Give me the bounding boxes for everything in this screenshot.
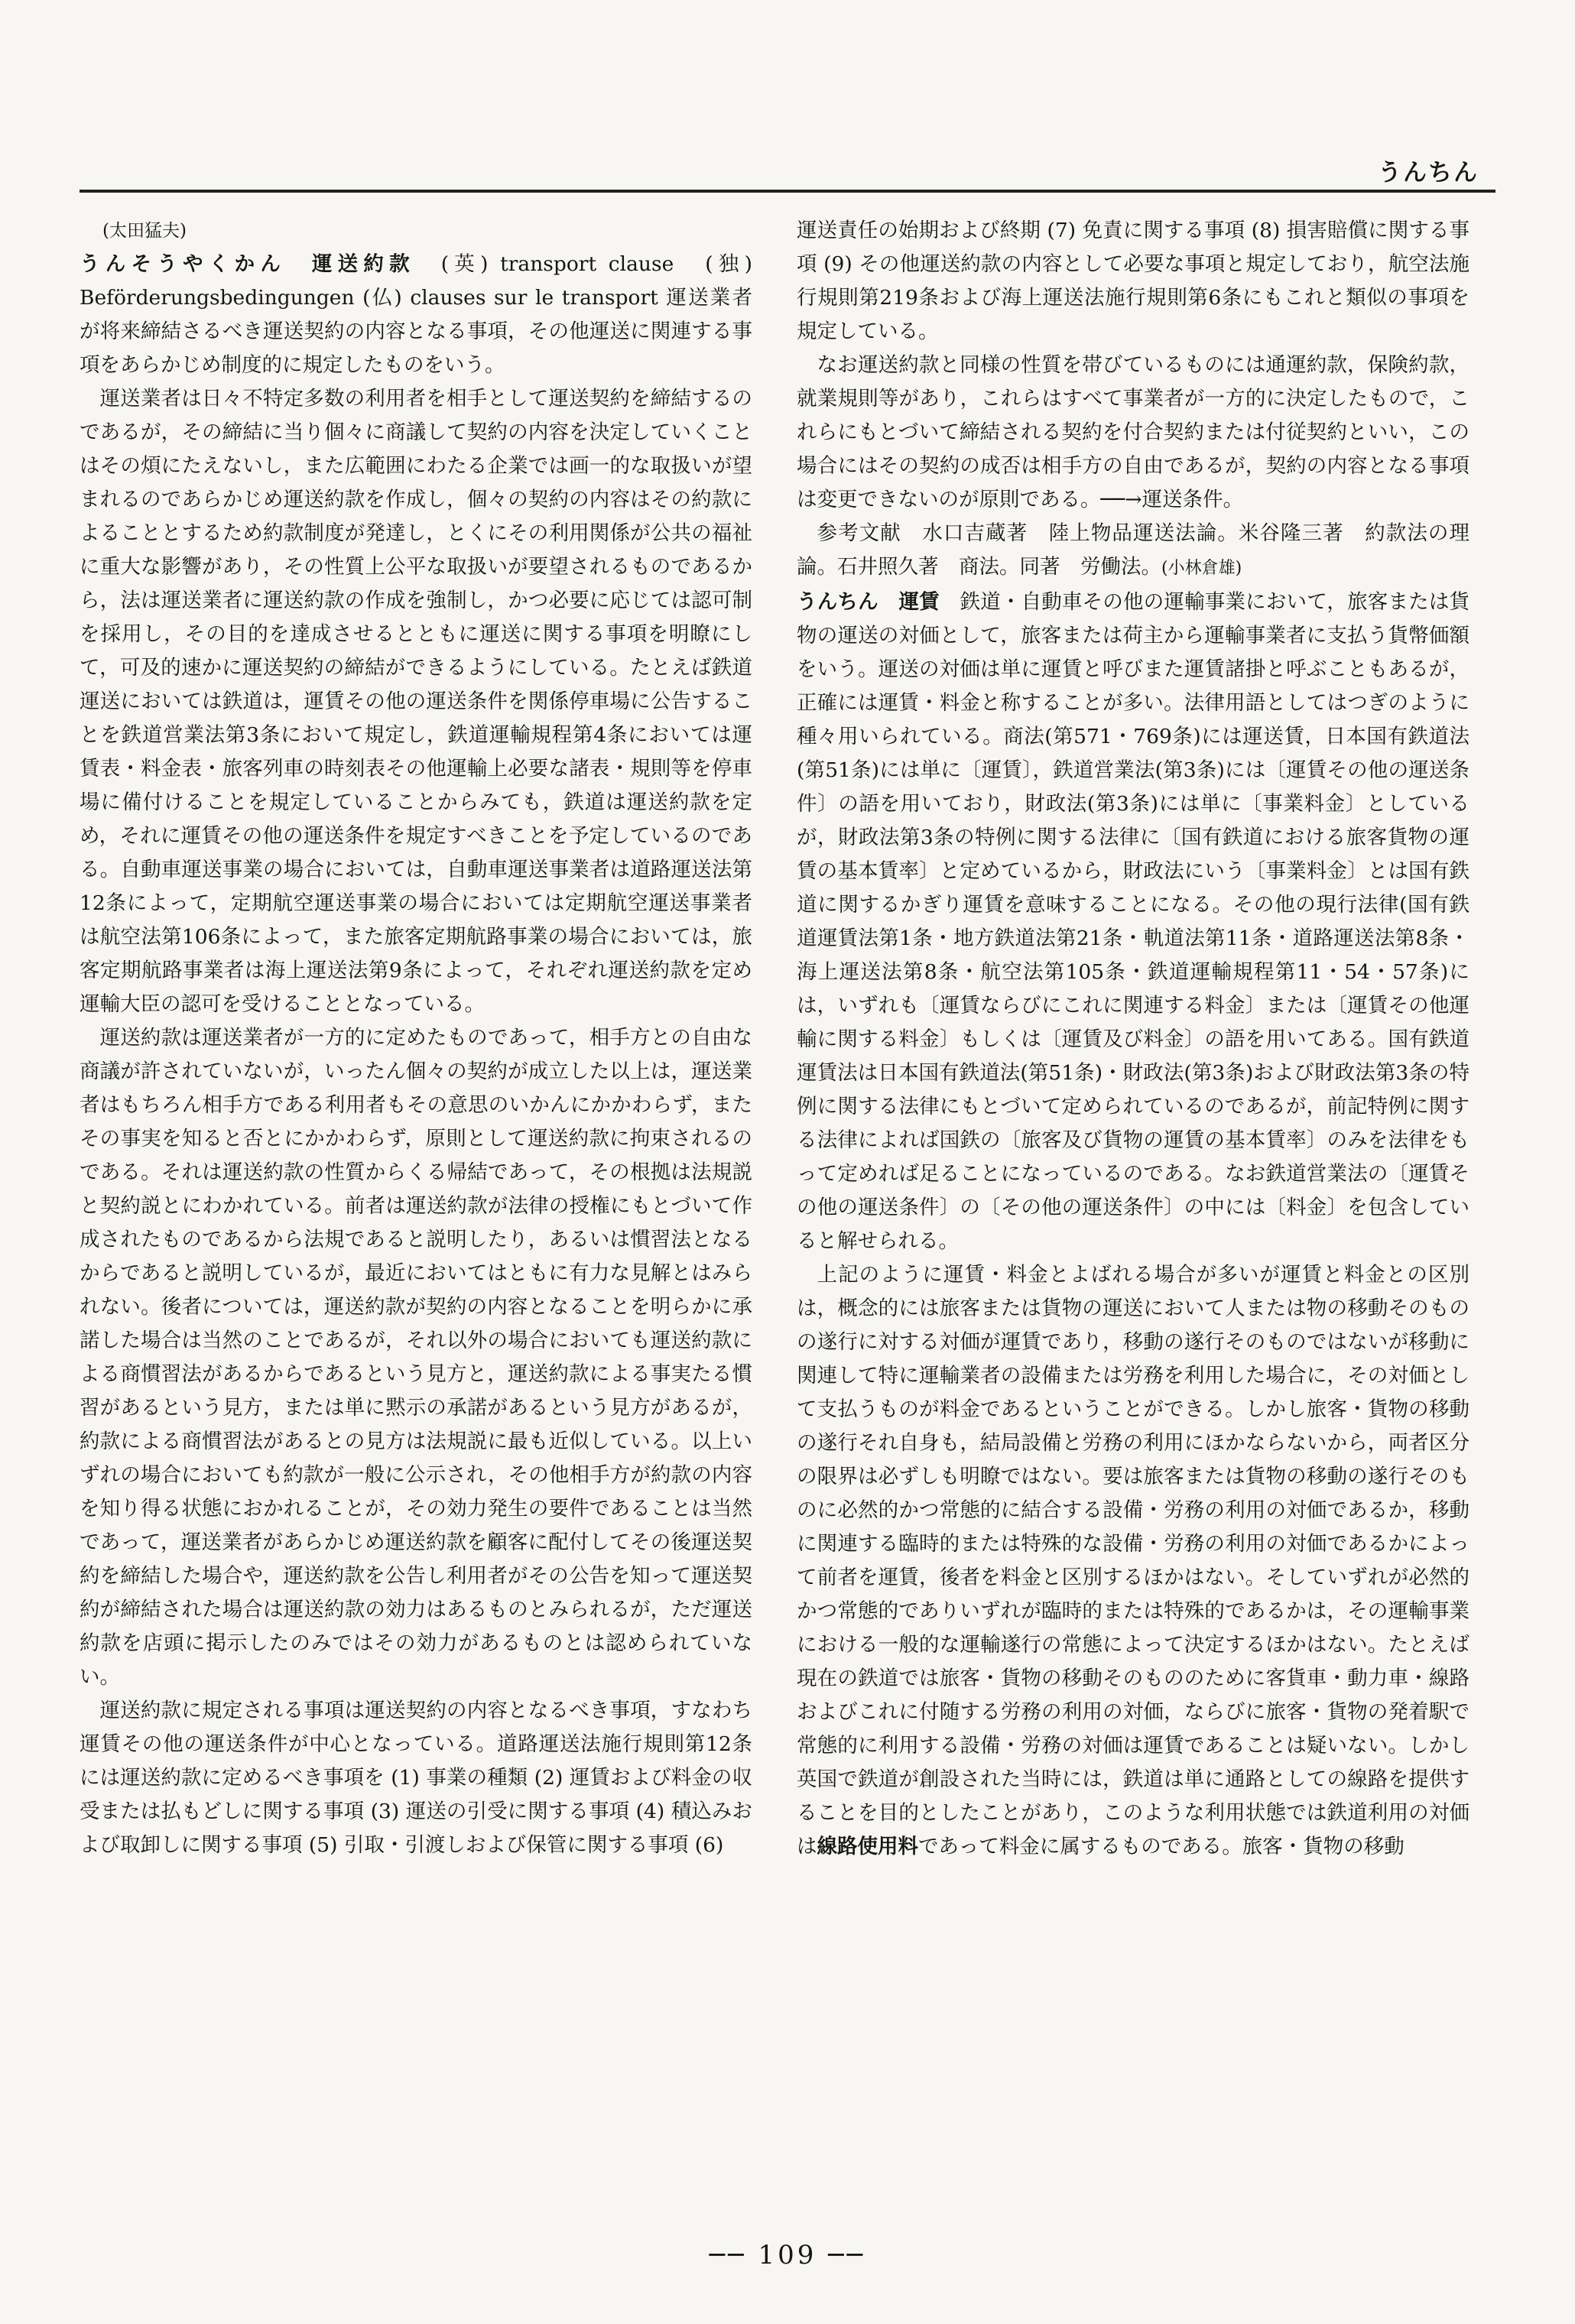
running-head: うんちん [1378,159,1479,187]
page-number: ── 109 ── [709,2240,866,2270]
paragraph: なお運送約款と同様の性質を帯びているものには通運約款，保険約款，就業規則等があり，これらはすべて事業者が一方的に決定したもので，これらにもとづいて締結される契約を付合契約または付従契約といい，この場合にはその契約の成否は相手方の自由であるが，契約の内容となる事項は変更できないのが原則である。──→運送条件。 [797,353,1469,511]
author-signature: (小林倉雄) [1161,559,1242,578]
paragraph: 運送責任の始期および終期 (7) 免責に関する事項 (8) 損害賠償に関する事項 (9) その他運送約款の内容として必要な事項と規定しており，航空法施行規則第219条および海上運送法施行規則第6条にもこれと類似の事項を規定している。 [797,219,1469,343]
paragraph: 運送約款は運送業者が一方的に定めたものであって，相手方との自由な商議が許されていないが，いったん個々の契約が成立した以上は，運送業者はもちろん相手方である利用者もその意思のいかんにかかわらず，またその事実を知ると否とにかかわらず，原則として運送約款に拘束されるのである。それは運送約款の性質からくる帰結であって，その根拠は法規説と契約説とにわかれている。前者は運送約款が法律の授権にもとづいて作成されたものであるから法規であると説明したり，あるいは慣習法となるからであると説明しているが，最近においてはともに有力な見解とはみられない。後者については，運送約款が契約の内容となることを明らかに承諾した場合は当然のことであるが，それ以外の場合においても運送約款による商慣習法があるからであるという見方と，運送約款による事実たる慣習があるという見方，または単に黙示の承諾があるという見方があるが，約款による商慣習法があるとの見方は法規説に最も近似している。以上いずれの場合においても約款が一般に公示され，その他相手方が約款の内容を知り得る状態におかれることが，その効力発生の要件であることは当然であって，運送業者があらかじめ運送約款を顧客に配付してその後運送契約を締結した場合や，運送約款を公告し利用者がその公告を知って運送契約が締結された場合は運送約款の効力はあるものとみられるが，ただ運送約款を店頭に掲示したのみではその効力があるものとは認められていない。 [80,1026,752,1689]
headword: うんちん 運賃 [797,590,940,614]
headword: うんそうやくかん 運送約款 [80,252,415,276]
paragraph-text: であって料金に属するものである。旅客・貨物の移動 [918,1835,1405,1858]
header-rule [80,190,1495,193]
entry-lead: 鉄道・自動車その他の運輸事業において，旅客または貨物の運送の対価として，旅客または荷主から運輸事業者に支払う貨幣価額をいう。運送の対価は単に運賃と呼びまた運賃諸掛と呼ぶこともあるが，正確には運賃・料金と称することが多い。法律用語としてはつぎのように種々用いられている。商法(第571・769条)には運送賃，日本国有鉄道法(第51条)には単に〔運賃〕，鉄道営業法(第3条)には〔運賃その他の運送条件〕の語を用いており，財政法(第3条)には単に〔事業料金〕としているが，財政法第3条の特例に関する法律に〔国有鉄道における旅客貨物の運賃の基本賃率〕と定めているから，財政法にいう〔事業料金〕とは国有鉄道に関するかぎり運賃を意味することになる。その他の現行法律(国有鉄道運賃法第1条・地方鉄道法第21条・軌道法第11条・道路運送法第8条・海上運送法第8条・航空法第105条・鉄道運輸規程第11・54・57条)には，いずれも〔運賃ならびにこれに関連する料金〕または〔運賃その他運輸に関する料金〕もしくは〔運賃及び料金〕の語を用いてある。国有鉄道運賃法は日本国有鉄道法(第51条)・財政法(第3条)および財政法第3条の特例に関する法律にもとづいて定められているのであるが，前記特例に関する法律によれば国鉄の〔旅客及び貨物の運賃の基本賃率〕のみを法律をもって定めれば足ることになっているのである。なお鉄道営業法の〔運賃その他の運送条件〕の〔その他の運送条件〕の中には〔料金〕を包含していると解せられる。 [797,590,1470,1253]
entry-unchin [797,586,1469,1258]
references-text: 参考文献 水口吉蔵著 陸上物品運送法論。米谷隆三著 約款法の理論。石井照久著 商法。同著 労働法。 [797,521,1469,579]
entry-unsou-yakkan [80,248,752,382]
bold-term: 線路使用料 [817,1835,918,1858]
paragraph [797,1258,1469,1864]
paragraph: 運送約款に規定される事項は運送契約の内容となるべき事項，すなわち運賃その他の運送条件が中心となっている。道路運送法施行規則第12条には運送約款に定めるべき事項を (1) 事業の種類 (2) 運賃および料金の収受または払もどしに関する事項 (3) 運送の引受に関する事項 (4) 積込みおよび取卸しに関する事項 (5) 引取・引渡しおよび保管に関する事項 (6) [80,1699,752,1857]
author-signature: (太田猛夫) [102,221,187,241]
references [797,517,1469,586]
paragraph-text: 上記のように運賃・料金とよばれる場合が多いが運賃と料金との区別は，概念的には旅客または貨物の運送において人または物の移動そのものの遂行に対する対価が運賃であり，移動の遂行そのものではないが移動に関連して特に運輸業者の設備または労務を利用した場合に，その対価として支払うものが料金であるということができる。しかし旅客・貨物の移動の遂行それ自身も，結局設備と労務の利用にほかならないから，両者区分の限界は必ずしも明瞭ではない。要は旅客または貨物の移動の遂行そのものに必然的かつ常態的に結合する設備・労務の利用の対価であるか，移動に関連する臨時的または特殊的な設備・労務の利用の対価であるかによって前者を運賃，後者を料金と区別するほかはない。そしていずれが必然的かつ常態的でありいずれが臨時的または特殊的であるかは，その運輸事業における一般的な運輸遂行の常態によって決定するほかはない。たとえば現在の鉄道では旅客・貨物の移動そのもののために客貨車・動力車・線路およびこれに付随する労務の利用の対価，ならびに旅客・貨物の発着駅で常態的に利用する設備・労務の対価は運賃であることは疑いない。しかし英国で鉄道が創設された当時には，鉄道は単に通路としての線路を提供することを目的としたことがあり，このような利用状態では鉄道利用の対価は [797,1263,1469,1858]
paragraph: 運送業者は日々不特定多数の利用者を相手として運送契約を締結するのであるが，その締結に当り個々に商議して契約の内容を決定していくことはその煩にたえないし，また広範囲にわたる企業では画一的な取扱いが望まれるのであらかじめ運送約款を作成し，個々の契約の内容はその約款によることとするため約款制度が発達し，とくにその利用関係が公共の福祉に重大な影響があり，その性質上公平な取扱いが要望されるものであるから，法は運送業者に運送約款の作成を強制し，かつ必要に応じては認可制を採用し，その目的を達成させるとともに運送に関する事項を明瞭にして，可及的速かに運送契約の締結ができるようにしている。たとえば鉄道運送においては鉄道は，運賃その他の運送条件を関係停車場に公告することを鉄道営業法第3条において規定し，鉄道運輸規程第4条においては運賃表・料金表・旅客列車の時刻表その他運輸上必要な諸表・規則等を停車場に備付けることを規定していることからみても，鉄道は運送約款を定め，それに運賃その他の運送条件を規定すべきことを予定しているのである。自動車運送事業の場合においては，自動車運送事業者は道路運送法第12条によって，定期航空運送事業の場合においては定期航空運送事業者は航空法第106条によって，また旅客定期航路事業の場合においては，旅客定期航路事業者は海上運送法第9条によって，それぞれ運送約款を定め運輸大臣の認可を受けることとなっている。 [80,387,752,1016]
left-column [80,214,752,1862]
right-column [797,214,1469,1864]
entry-lead: (英) transport clause (独) Beförderungsbedingungen (仏) clauses sur le transport 運送業者が将来締結さるべき運送契約の内容となる事項，その他運送に関連する事項をあらかじめ制度的に規定したものをいう。 [80,252,753,377]
